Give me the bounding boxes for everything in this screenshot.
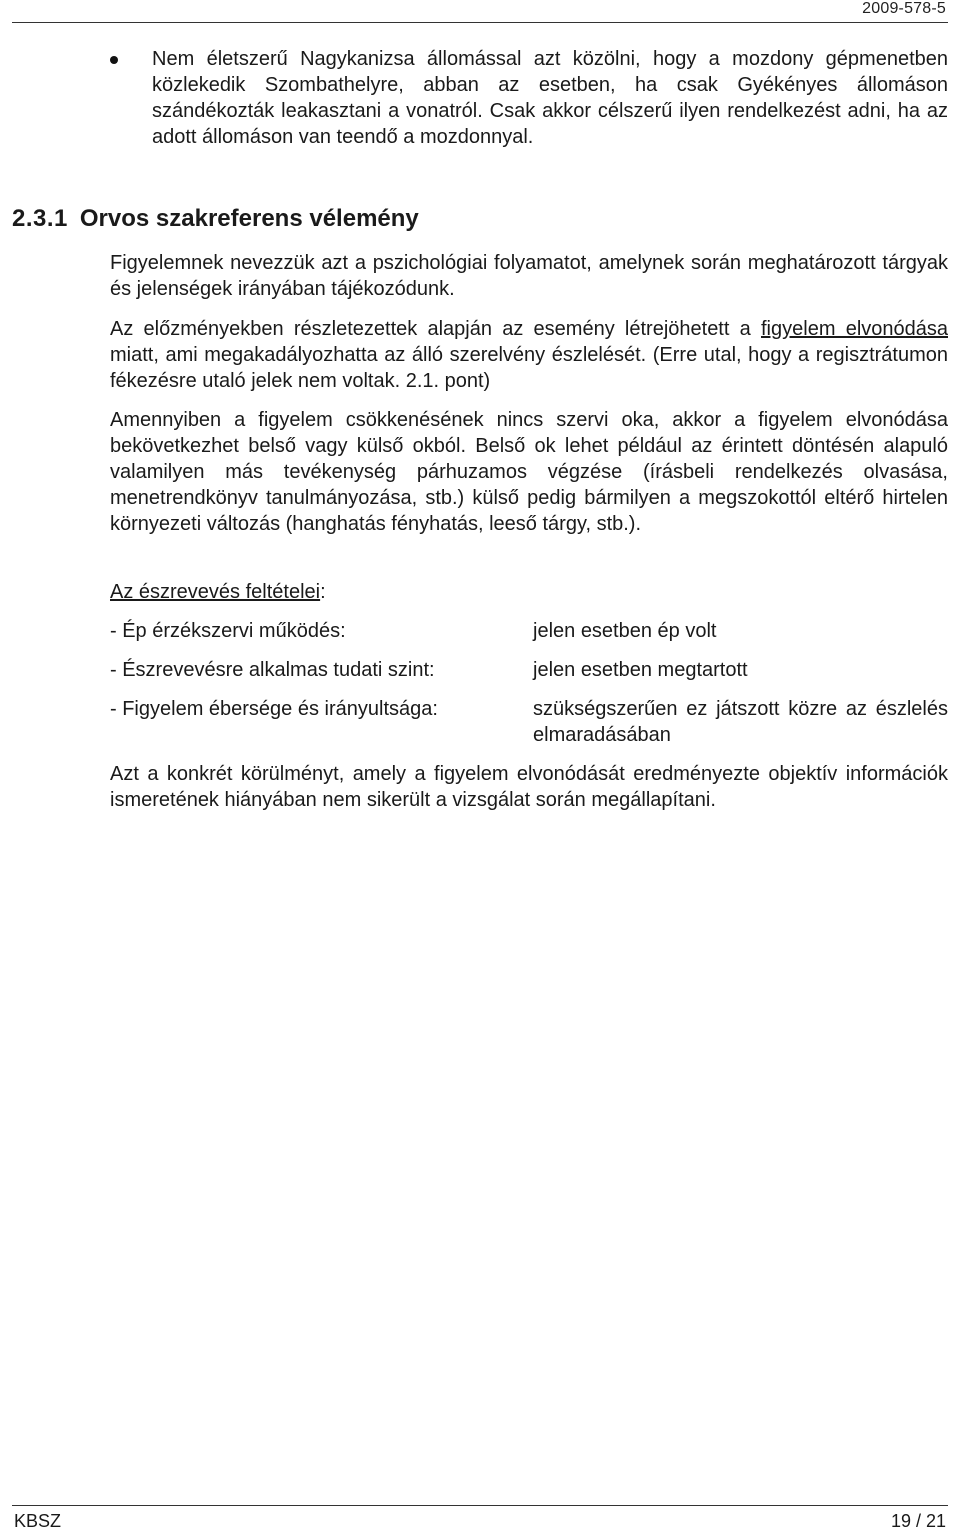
requirements-title-colon: :: [320, 581, 326, 603]
requirement-value: szükségszerűen ez játszott közre az észlelés elmaradásában: [533, 698, 948, 746]
analysis-text-start: Az előzményekben részletezettek alapján az esemény létrejöhetett a: [110, 318, 761, 340]
requirements-title: [110, 579, 948, 605]
page-number: 19 / 21: [890, 1511, 946, 1531]
bullet-paragraph: Nem életszerű Nagykanizsa állomással azt közölni, hogy a mozdony gépmenetben közlekedik Szombathelyre, abban az esetben, ha csak Gyékényes állomáson szándékozták leakasztani a vonatról. Csak akkor célszerű ilyen rendelkezést adni, ha az adott állomáson van teendő a mozdonnyal.: [152, 48, 948, 148]
causes-paragraph: Amennyiben a figyelem csökkenésének nincs szervi oka, akkor a figyelem elvonódása bekövetkezhet belső vagy külső okból. Belső ok lehet például az érintett döntésén alapuló valamilyen más tevékenység párhuzamos végzése (írásbeli rendelkezés olvasása, menetrendkönyv tanulmányozása, stb.) külső pedig bármilyen a megszokottól eltérő hirtelen környezeti változás (hanghatás fényhatás, leeső tárgy, stb.).: [110, 409, 948, 535]
requirement-value: jelen esetben ép volt: [533, 620, 717, 642]
analysis-underlined-term: figyelem elvonódása: [761, 318, 948, 340]
footer-org: KBSZ: [14, 1511, 62, 1531]
requirement-value: jelen esetben megtartott: [533, 659, 748, 681]
definition-paragraph: Figyelemnek nevezzük azt a pszichológiai folyamatot, amelynek során meghatározott tárgyak és jelenségek irányában tájékozódunk.: [110, 252, 948, 300]
section-number: 2.3.1: [12, 205, 68, 232]
requirement-label: - Ép érzékszervi működés:: [110, 620, 346, 642]
requirement-label: - Észrevevésre alkalmas tudati szint:: [110, 659, 435, 681]
conclusion-paragraph: Azt a konkrét körülményt, amely a figyelem elvonódását eredményezte objektív információk ismeretének hiányában nem sikerült a vizsgálat során megállapítani.: [110, 763, 948, 811]
requirements-title-text: Az észrevevés feltételei: [110, 581, 321, 603]
bullet-dot: [110, 56, 118, 64]
footer-divider: [12, 1505, 948, 1506]
requirement-label: - Figyelem ébersége és irányultsága:: [110, 698, 438, 720]
section-heading: [12, 204, 419, 234]
section-title: Orvos szakreferens vélemény: [79, 205, 419, 232]
analysis-paragraph: [110, 316, 948, 394]
header-divider: [12, 22, 948, 23]
page-header-code: 2009-578-5: [862, 0, 946, 17]
analysis-text-end: miatt, ami megakadályozhatta az álló szerelvény észlelését. (Erre utal, hogy a regisztrátumon fékezésre utaló jelek nem voltak. 2.1. pont): [110, 344, 948, 392]
